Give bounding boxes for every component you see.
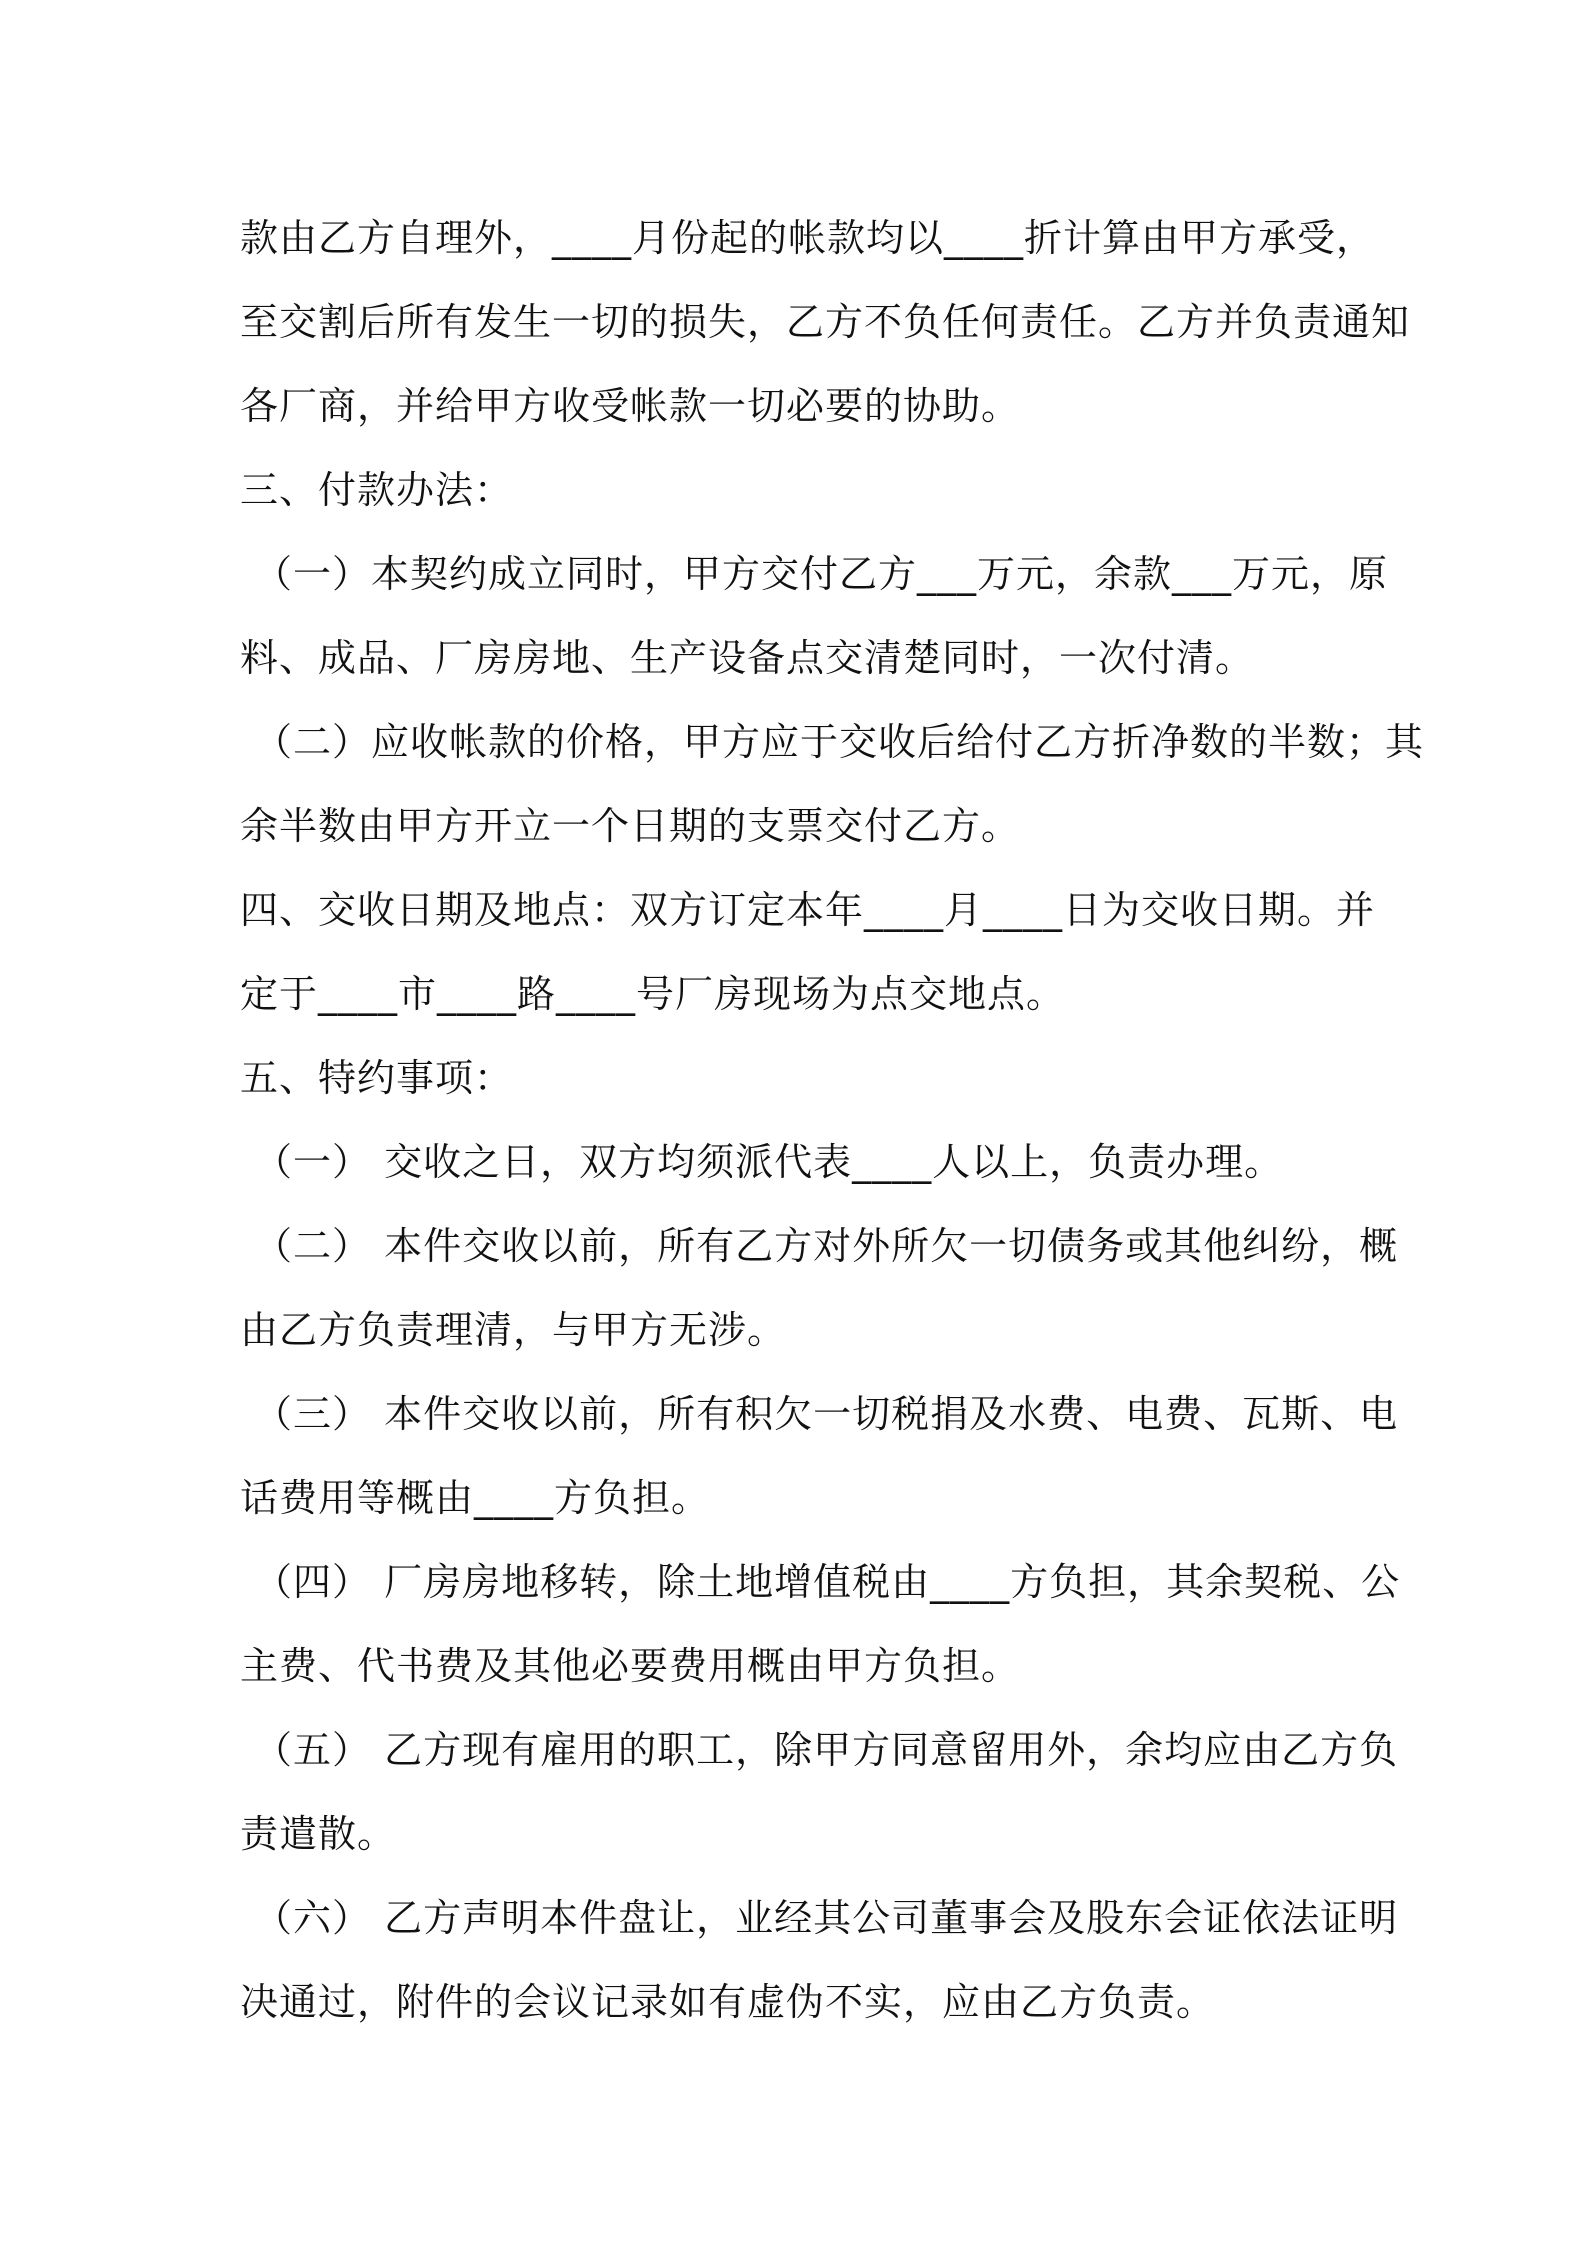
section-heading: 四、交收日期及地点：双方订定本年____月____日为交收日期。并 [240,888,1376,932]
text-line: 责遣散。 [240,1812,397,1856]
text-line: 话费用等概由____方负担。 [240,1476,711,1520]
document-body [240,196,1425,2044]
text-line: 余半数由甲方开立一个日期的支票交付乙方。 [240,804,1021,848]
text-line: （一） 交收之日，双方均须派代表____人以上，负责办理。 [254,1140,1284,1184]
text-line: （一）本契约成立同时，甲方交付乙方___万元，余款___万元，原 [254,552,1389,596]
text-line: 款由乙方自理外，____月份起的帐款均以____折计算由甲方承受， [240,216,1376,260]
text-line: 各厂商，并给甲方收受帐款一切必要的协助。 [240,384,1021,428]
text-line: 定于____市____路____号厂房现场为点交地点。 [240,972,1066,1016]
text-line: 料、成品、厂房房地、生产设备点交清楚同时，一次付清。 [240,636,1255,680]
section-heading: 五、特约事项： [240,1056,514,1100]
text-line: （二） 本件交收以前，所有乙方对外所欠一切债务或其他纠纷，概 [254,1224,1399,1268]
text-line: 主费、代书费及其他必要费用概由甲方负担。 [240,1644,1021,1688]
text-line: （三） 本件交收以前，所有积欠一切税捐及水费、电费、瓦斯、电 [254,1392,1399,1436]
text-line: （六） 乙方声明本件盘让，业经其公司董事会及股东会证依法证明 [254,1896,1399,1940]
text-line: （五） 乙方现有雇用的职工，除甲方同意留用外，余均应由乙方负 [254,1728,1399,1772]
text-line: 决通过，附件的会议记录如有虚伪不实，应由乙方负责。 [240,1980,1216,2024]
text-line: 至交割后所有发生一切的损失，乙方不负任何责任。乙方并负责通知 [240,300,1411,344]
section-heading: 三、付款办法： [240,468,514,512]
text-line: 由乙方负责理清，与甲方无涉。 [240,1308,787,1352]
text-line: （二）应收帐款的价格，甲方应于交收后给付乙方折净数的半数；其 [254,720,1425,764]
text-line: （四） 厂房房地移转，除土地增值税由____方负担，其余契税、公 [254,1560,1401,1604]
